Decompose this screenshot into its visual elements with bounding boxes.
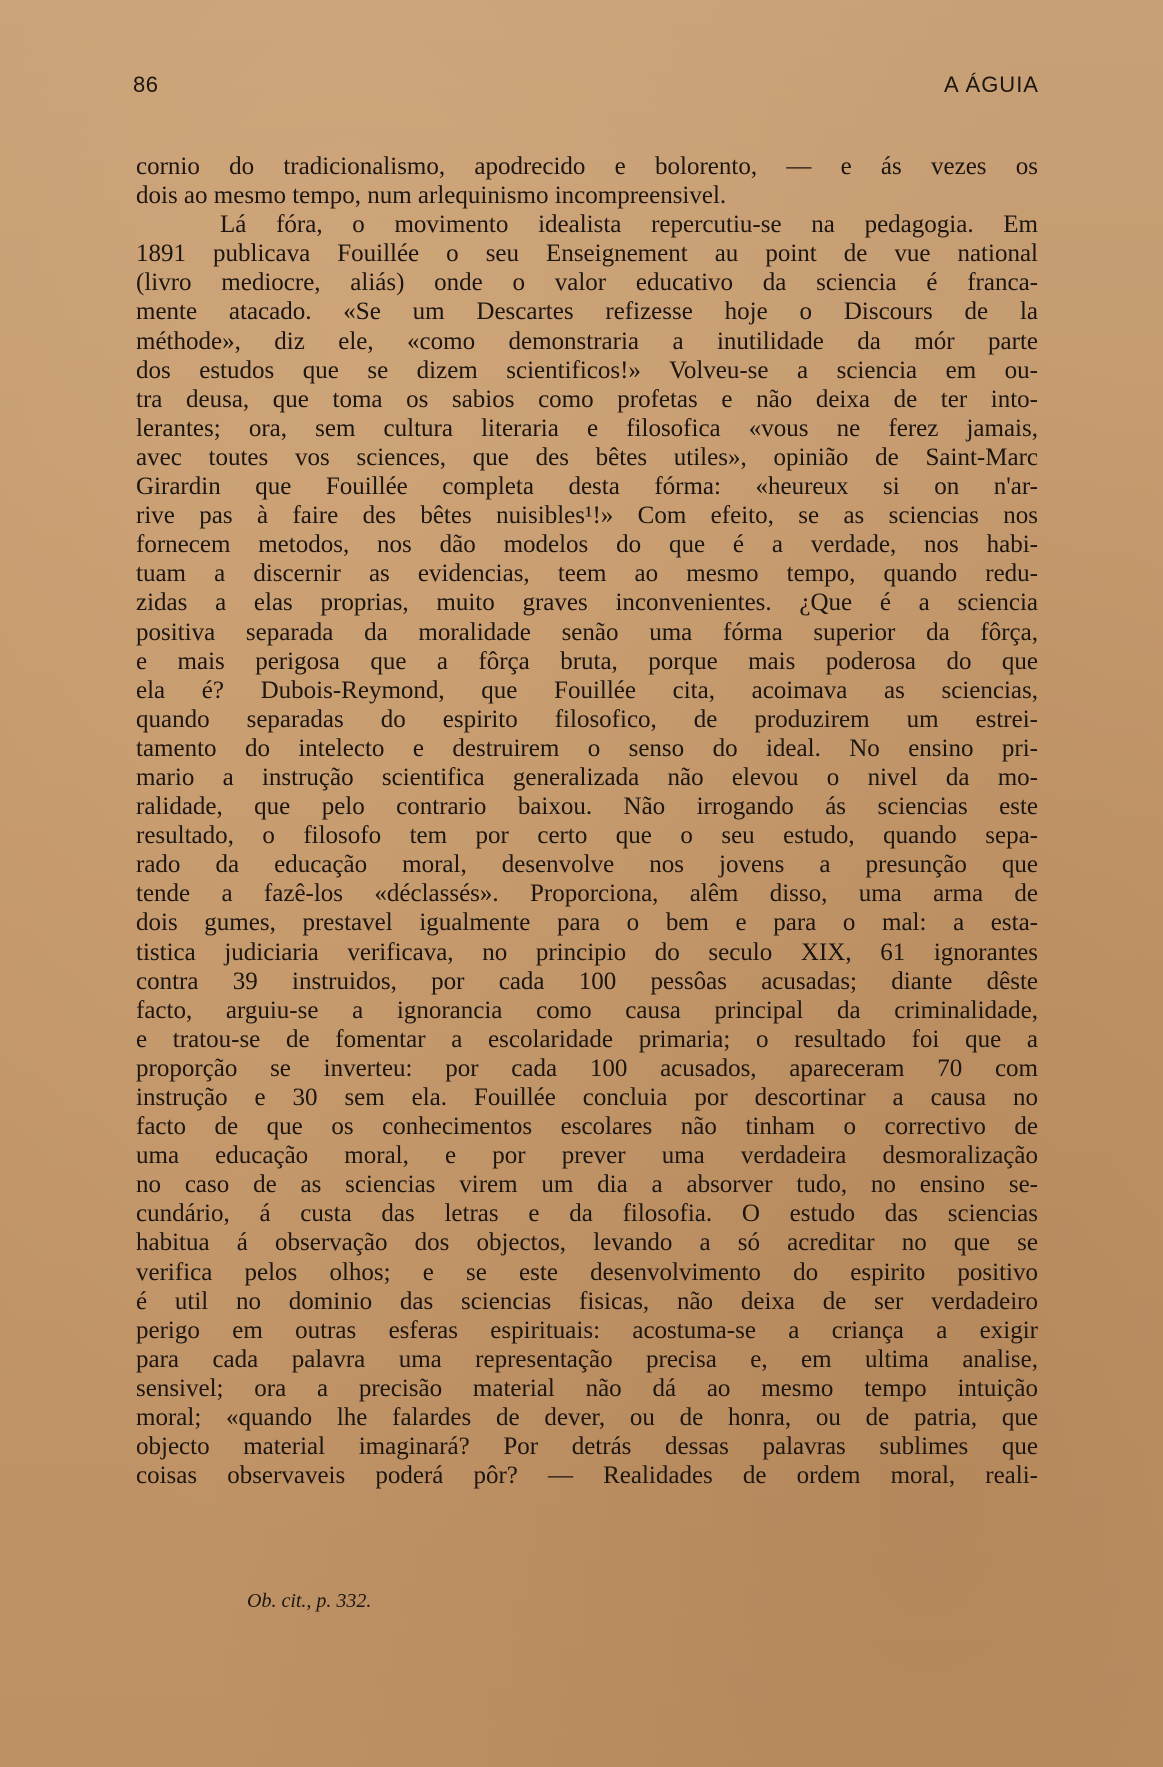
text-line: 1891 publicava Fouillée o seu Enseignement au point de vue national — [136, 240, 1038, 268]
text-line: (livro mediocre, aliás) onde o valor educativo da sciencia é franca- — [136, 269, 1038, 297]
footnote-text: Ob. cit., p. 332. — [247, 1590, 372, 1612]
text-line: tamento do intelecto e destruirem o senso do ideal. No ensino pri- — [136, 734, 1038, 762]
text-line: verifica pelos olhos; e se este desenvolvimento do espirito positivo — [136, 1258, 1038, 1286]
text-line: instrução e 30 sem ela. Fouillée concluia por descortinar a causa no — [136, 1084, 1038, 1111]
text-line: facto de que os conhecimentos escolares não tinham o correctivo de — [136, 1113, 1038, 1141]
text-line: mente atacado. «Se um Descartes refizesse hoje o Discours de la — [136, 298, 1038, 326]
text-line: facto, arguiu-se a ignorancia como causa principal da criminalidade, — [136, 996, 1038, 1024]
text-line: no caso de as sciencias virem um dia a absorver tudo, no ensino se- — [136, 1171, 1038, 1199]
text-line: Lá fóra, o movimento idealista repercutiu-se na pedagogia. Em — [220, 211, 1038, 239]
text-line: uma educação moral, e por prever uma verdadeira desmoralização — [136, 1142, 1038, 1170]
text-line: dois ao mesmo tempo, num arlequinismo incompreensivel. — [136, 182, 727, 210]
text-line: rive pas à faire des bêtes nuisibles¹!» Com efeito, se as sciencias nos — [136, 502, 1038, 530]
text-line: e tratou-se de fomentar a escolaridade primaria; o resultado foi que a — [136, 1025, 1038, 1053]
text-line: avec toutes vos sciences, que des bêtes utiles», opinião de Saint-Marc — [136, 443, 1038, 471]
text-line: coisas observaveis poderá pôr? — Realidades de ordem moral, reali- — [136, 1462, 1038, 1490]
text-line: perigo em outras esferas espirituais: acostuma-se a criança a exigir — [136, 1316, 1038, 1344]
text-line: resultado, o filosofo tem por certo que o seu estudo, quando sepa- — [136, 822, 1038, 850]
text-line: tistica judiciaria verificava, no principio do seculo XIX, 61 ignorantes — [136, 938, 1038, 966]
text-line: tuam a discernir as evidencias, teem ao mesmo tempo, quando redu- — [136, 560, 1038, 588]
text-line: objecto material imaginará? Por detrás dessas palavras sublimes que — [136, 1433, 1038, 1461]
text-line: tende a fazê-los «déclassés». Proporciona, alêm disso, uma arma de — [136, 880, 1038, 908]
text-line: habitua á observação dos objectos, levando a só acreditar no que se — [136, 1229, 1038, 1257]
text-line: mario a instrução scientifica generalizada não elevou o nivel da mo- — [136, 763, 1038, 791]
text-line: é util no dominio das sciencias fisicas, não deixa de ser verdadeiro — [136, 1287, 1038, 1315]
text-line: ela é? Dubois-Reymond, que Fouillée cita, acoimava as sciencias, — [136, 676, 1038, 704]
text-line: proporção se inverteu: por cada 100 acusados, apareceram 70 com — [136, 1054, 1038, 1082]
running-head: A ÁGUIA — [943, 72, 1039, 97]
text-line: fornecem metodos, nos dão modelos do que é a verdade, nos habi- — [136, 531, 1038, 559]
text-line: moral; «quando lhe falardes de dever, ou de honra, ou de patria, que — [136, 1404, 1038, 1432]
page-header — [0, 72, 1163, 106]
body-text — [136, 152, 1038, 1490]
text-line: tra deusa, que toma os sabios como profetas e não deixa de ter into- — [136, 385, 1038, 413]
text-line: e mais perigosa que a fôrça bruta, porque mais poderosa do que — [136, 647, 1038, 675]
text-line: cundário, á custa das letras e da filosofia. O estudo das sciencias — [136, 1200, 1038, 1228]
footnote — [247, 1590, 371, 1613]
text-line: quando separadas do espirito filosofico, de produzirem um estrei- — [136, 705, 1038, 733]
text-line: contra 39 instruidos, por cada 100 pessôas acusadas; diante dêste — [136, 967, 1038, 995]
text-line: sensivel; ora a precisão material não dá ao mesmo tempo intuição — [136, 1374, 1038, 1402]
page-number: 86 — [133, 72, 159, 97]
text-line: rado da educação moral, desenvolve nos jovens a presunção que — [136, 851, 1038, 879]
text-line: dois gumes, prestavel igualmente para o bem e para o mal: a esta- — [136, 909, 1038, 937]
text-line: cornio do tradicionalismo, apodrecido e bolorento, — e ás vezes os — [136, 153, 1038, 180]
text-line: positiva separada da moralidade senão uma fórma superior da fôrça, — [136, 618, 1038, 646]
text-line: zidas a elas proprias, muito graves inconvenientes. ¿Que é a sciencia — [136, 589, 1038, 617]
text-line: méthode», diz ele, «como demonstraria a inutilidade da mór parte — [136, 327, 1038, 355]
text-line: lerantes; ora, sem cultura literaria e filosofica «vous ne ferez jamais, — [136, 414, 1038, 442]
text-line: Girardin que Fouillée completa desta fórma: «heureux si on n'ar- — [136, 473, 1038, 501]
text-line: dos estudos que se dizem scientificos!» Volveu-se a sciencia em ou- — [136, 356, 1038, 384]
text-line: para cada palavra uma representação precisa e, em ultima analise, — [136, 1345, 1038, 1373]
text-line: ralidade, que pelo contrario baixou. Não irrogando ás sciencias este — [136, 793, 1038, 821]
